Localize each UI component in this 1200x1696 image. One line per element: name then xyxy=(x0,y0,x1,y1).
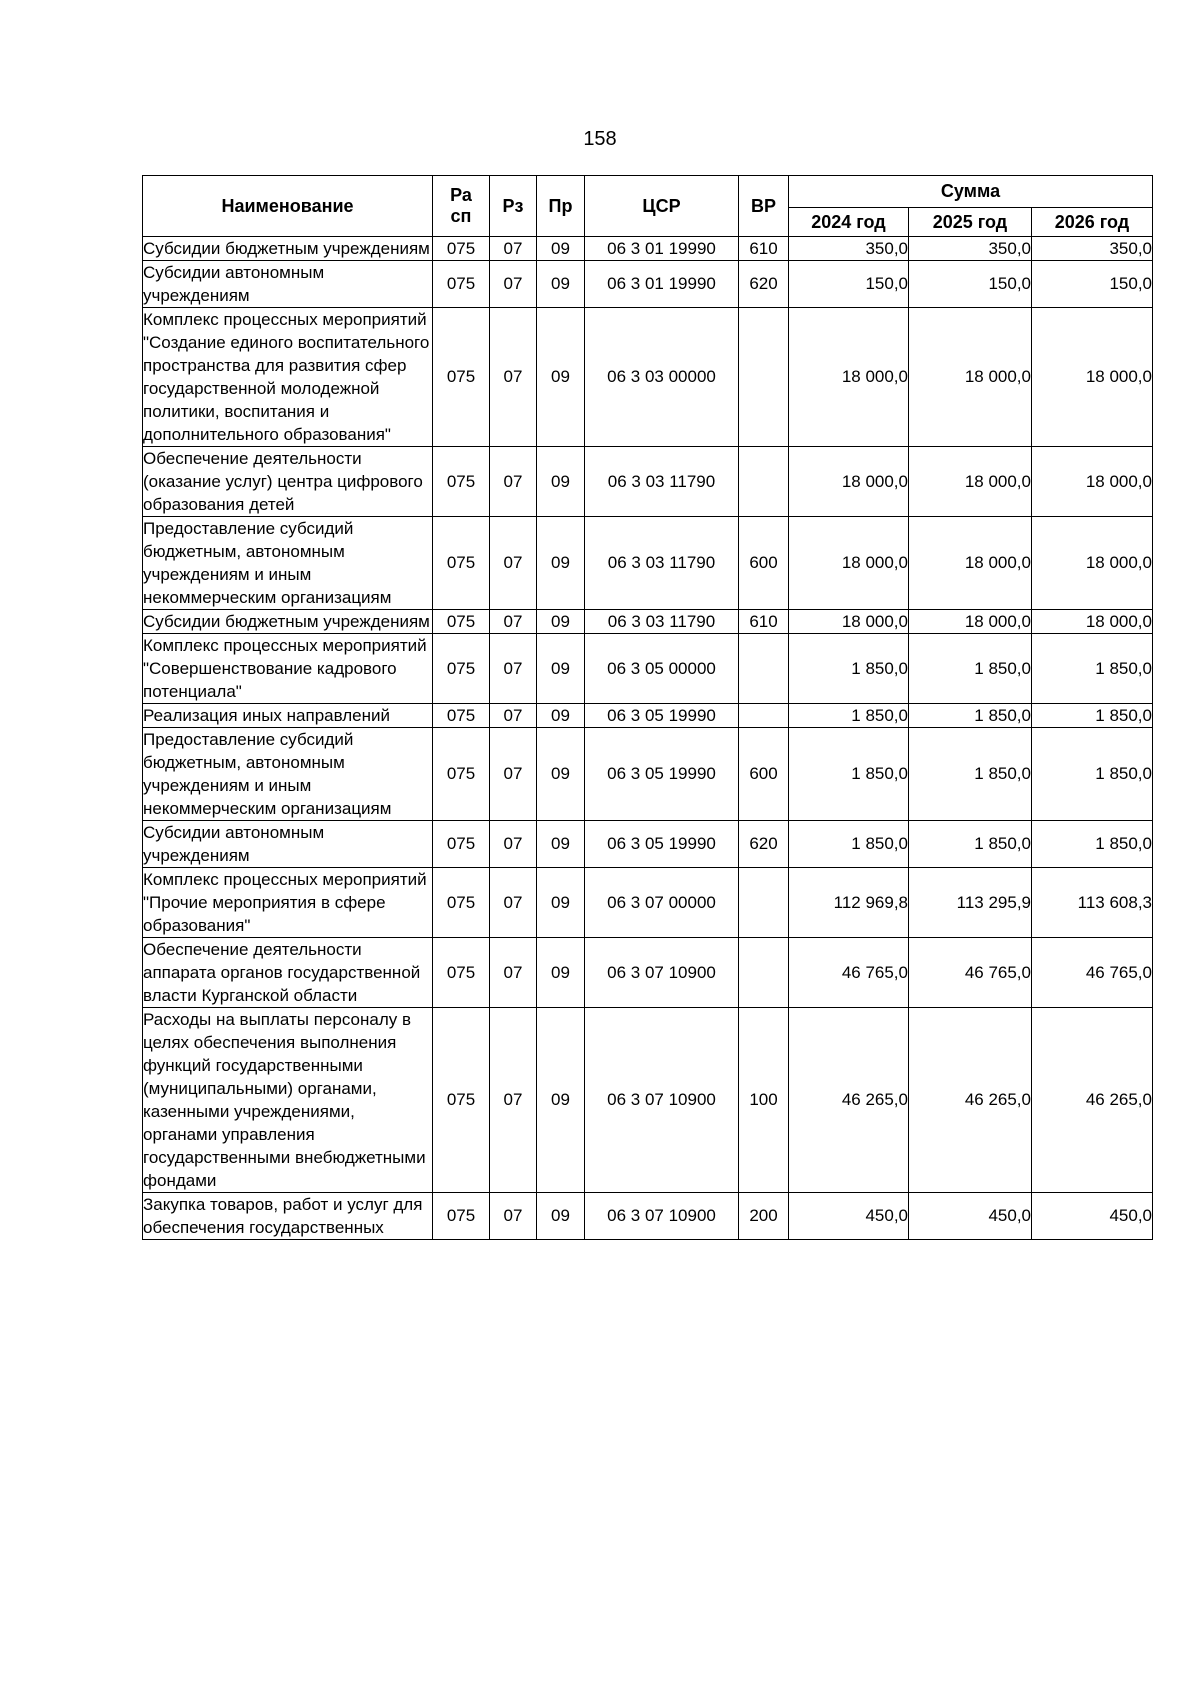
table-row xyxy=(143,610,1153,634)
row-csr: 06 3 07 10900 xyxy=(585,1193,739,1240)
row-rz: 07 xyxy=(490,517,537,610)
row-pr: 09 xyxy=(537,634,585,704)
row-name: Закупка товаров, работ и услуг для обеспечения государственных xyxy=(143,1193,433,1240)
row-rasp: 075 xyxy=(433,1193,490,1240)
row-rasp: 075 xyxy=(433,821,490,868)
row-name: Обеспечение деятельности аппарата органов государственной власти Курганской области xyxy=(143,938,433,1008)
row-pr: 09 xyxy=(537,447,585,517)
row-vr: 200 xyxy=(739,1193,789,1240)
row-name: Комплекс процессных мероприятий "Прочие мероприятия в сфере образования" xyxy=(143,868,433,938)
header-year-2025: 2025 год xyxy=(909,208,1032,237)
row-name: Предоставление субсидий бюджетным, автономным учреждениям и иным некоммерческим организациям xyxy=(143,517,433,610)
row-csr: 06 3 07 00000 xyxy=(585,868,739,938)
header-vr: ВР xyxy=(739,176,789,237)
row-sum-2024: 112 969,8 xyxy=(789,868,909,938)
row-csr: 06 3 03 00000 xyxy=(585,308,739,447)
row-sum-2024: 1 850,0 xyxy=(789,821,909,868)
row-sum-2025: 150,0 xyxy=(909,261,1032,308)
table-body xyxy=(143,237,1153,1240)
row-pr: 09 xyxy=(537,517,585,610)
row-csr: 06 3 05 19990 xyxy=(585,821,739,868)
row-sum-2024: 1 850,0 xyxy=(789,728,909,821)
header-rasp-line1: Ра xyxy=(450,185,472,205)
row-sum-2024: 350,0 xyxy=(789,237,909,261)
row-rasp: 075 xyxy=(433,634,490,704)
row-pr: 09 xyxy=(537,610,585,634)
row-csr: 06 3 07 10900 xyxy=(585,938,739,1008)
row-sum-2024: 46 765,0 xyxy=(789,938,909,1008)
row-sum-2024: 150,0 xyxy=(789,261,909,308)
row-rz: 07 xyxy=(490,821,537,868)
row-sum-2024: 18 000,0 xyxy=(789,610,909,634)
row-csr: 06 3 05 19990 xyxy=(585,704,739,728)
row-pr: 09 xyxy=(537,728,585,821)
header-rasp xyxy=(433,176,490,237)
row-rasp: 075 xyxy=(433,447,490,517)
row-sum-2025: 46 265,0 xyxy=(909,1008,1032,1193)
row-csr: 06 3 01 19990 xyxy=(585,237,739,261)
row-sum-2026: 18 000,0 xyxy=(1032,308,1153,447)
row-rz: 07 xyxy=(490,704,537,728)
row-sum-2025: 350,0 xyxy=(909,237,1032,261)
row-name: Расходы на выплаты персоналу в целях обеспечения выполнения функций государственными (муниципальными) органами, казенными учреждениями, органами управления государственными внебюджетными фондами xyxy=(143,1008,433,1193)
row-sum-2024: 18 000,0 xyxy=(789,308,909,447)
row-pr: 09 xyxy=(537,237,585,261)
table-row xyxy=(143,261,1153,308)
row-csr: 06 3 07 10900 xyxy=(585,1008,739,1193)
row-name: Субсидии автономным учреждениям xyxy=(143,261,433,308)
row-rz: 07 xyxy=(490,610,537,634)
table-row xyxy=(143,634,1153,704)
row-sum-2024: 1 850,0 xyxy=(789,704,909,728)
row-rz: 07 xyxy=(490,868,537,938)
row-rz: 07 xyxy=(490,634,537,704)
row-rz: 07 xyxy=(490,447,537,517)
row-sum-2026: 113 608,3 xyxy=(1032,868,1153,938)
row-rz: 07 xyxy=(490,261,537,308)
row-rasp: 075 xyxy=(433,237,490,261)
row-sum-2026: 1 850,0 xyxy=(1032,704,1153,728)
table-row xyxy=(143,447,1153,517)
row-sum-2024: 46 265,0 xyxy=(789,1008,909,1193)
row-sum-2024: 18 000,0 xyxy=(789,447,909,517)
row-vr: 620 xyxy=(739,261,789,308)
row-sum-2026: 1 850,0 xyxy=(1032,821,1153,868)
row-sum-2026: 18 000,0 xyxy=(1032,447,1153,517)
row-sum-2024: 450,0 xyxy=(789,1193,909,1240)
row-pr: 09 xyxy=(537,1193,585,1240)
row-rz: 07 xyxy=(490,308,537,447)
row-name: Комплекс процессных мероприятий "Создание единого воспитательного пространства для развития сфер государственной молодежной политики, воспитания и дополнительного образования" xyxy=(143,308,433,447)
header-rasp-line2: сп xyxy=(450,206,472,226)
row-sum-2025: 18 000,0 xyxy=(909,447,1032,517)
row-rasp: 075 xyxy=(433,704,490,728)
header-year-2026: 2026 год xyxy=(1032,208,1153,237)
row-sum-2024: 18 000,0 xyxy=(789,517,909,610)
row-rasp: 075 xyxy=(433,1008,490,1193)
row-name: Субсидии автономным учреждениям xyxy=(143,821,433,868)
header-pr: Пр xyxy=(537,176,585,237)
budget-table xyxy=(142,175,1153,1240)
header-csr: ЦСР xyxy=(585,176,739,237)
table-header xyxy=(143,176,1153,237)
table-row xyxy=(143,868,1153,938)
row-sum-2025: 18 000,0 xyxy=(909,308,1032,447)
row-name: Субсидии бюджетным учреждениям xyxy=(143,610,433,634)
row-vr xyxy=(739,868,789,938)
row-sum-2025: 1 850,0 xyxy=(909,821,1032,868)
row-sum-2026: 1 850,0 xyxy=(1032,728,1153,821)
row-rasp: 075 xyxy=(433,938,490,1008)
row-rasp: 075 xyxy=(433,610,490,634)
row-vr xyxy=(739,938,789,1008)
page-number: 158 xyxy=(583,128,617,150)
row-sum-2025: 1 850,0 xyxy=(909,704,1032,728)
row-sum-2026: 450,0 xyxy=(1032,1193,1153,1240)
row-sum-2025: 18 000,0 xyxy=(909,517,1032,610)
table-row xyxy=(143,728,1153,821)
header-rz: Рз xyxy=(490,176,537,237)
row-rz: 07 xyxy=(490,1008,537,1193)
row-sum-2025: 18 000,0 xyxy=(909,610,1032,634)
header-year-2024: 2024 год xyxy=(789,208,909,237)
row-vr: 100 xyxy=(739,1008,789,1193)
row-sum-2026: 46 765,0 xyxy=(1032,938,1153,1008)
row-vr: 610 xyxy=(739,237,789,261)
table-row xyxy=(143,517,1153,610)
table-row xyxy=(143,704,1153,728)
row-pr: 09 xyxy=(537,868,585,938)
row-pr: 09 xyxy=(537,704,585,728)
row-sum-2026: 350,0 xyxy=(1032,237,1153,261)
row-csr: 06 3 01 19990 xyxy=(585,261,739,308)
row-name: Предоставление субсидий бюджетным, автономным учреждениям и иным некоммерческим организациям xyxy=(143,728,433,821)
row-name: Комплекс процессных мероприятий "Совершенствование кадрового потенциала" xyxy=(143,634,433,704)
row-sum-2025: 46 765,0 xyxy=(909,938,1032,1008)
row-vr: 600 xyxy=(739,728,789,821)
row-csr: 06 3 03 11790 xyxy=(585,517,739,610)
row-sum-2025: 1 850,0 xyxy=(909,634,1032,704)
row-sum-2026: 1 850,0 xyxy=(1032,634,1153,704)
row-vr xyxy=(739,308,789,447)
row-sum-2025: 113 295,9 xyxy=(909,868,1032,938)
row-name: Обеспечение деятельности (оказание услуг) центра цифрового образования детей xyxy=(143,447,433,517)
table-row xyxy=(143,308,1153,447)
row-csr: 06 3 03 11790 xyxy=(585,610,739,634)
row-vr xyxy=(739,634,789,704)
row-rz: 07 xyxy=(490,938,537,1008)
row-csr: 06 3 05 00000 xyxy=(585,634,739,704)
row-vr xyxy=(739,704,789,728)
row-sum-2026: 18 000,0 xyxy=(1032,610,1153,634)
table-row xyxy=(143,938,1153,1008)
row-csr: 06 3 03 11790 xyxy=(585,447,739,517)
row-vr: 600 xyxy=(739,517,789,610)
row-vr xyxy=(739,447,789,517)
row-name: Реализация иных направлений xyxy=(143,704,433,728)
row-rasp: 075 xyxy=(433,517,490,610)
row-sum-2026: 150,0 xyxy=(1032,261,1153,308)
row-rz: 07 xyxy=(490,728,537,821)
row-sum-2025: 1 850,0 xyxy=(909,728,1032,821)
row-vr: 620 xyxy=(739,821,789,868)
header-sum: Сумма xyxy=(789,176,1153,208)
table-row xyxy=(143,1193,1153,1240)
row-rz: 07 xyxy=(490,237,537,261)
row-pr: 09 xyxy=(537,938,585,1008)
row-sum-2026: 46 265,0 xyxy=(1032,1008,1153,1193)
row-rasp: 075 xyxy=(433,868,490,938)
row-rasp: 075 xyxy=(433,728,490,821)
row-pr: 09 xyxy=(537,308,585,447)
row-rasp: 075 xyxy=(433,261,490,308)
table-row xyxy=(143,237,1153,261)
row-pr: 09 xyxy=(537,1008,585,1193)
table-row xyxy=(143,1008,1153,1193)
row-csr: 06 3 05 19990 xyxy=(585,728,739,821)
row-name: Субсидии бюджетным учреждениям xyxy=(143,237,433,261)
row-rasp: 075 xyxy=(433,308,490,447)
table-row xyxy=(143,821,1153,868)
row-sum-2026: 18 000,0 xyxy=(1032,517,1153,610)
row-pr: 09 xyxy=(537,821,585,868)
row-vr: 610 xyxy=(739,610,789,634)
row-sum-2025: 450,0 xyxy=(909,1193,1032,1240)
header-name: Наименование xyxy=(143,176,433,237)
row-rz: 07 xyxy=(490,1193,537,1240)
row-sum-2024: 1 850,0 xyxy=(789,634,909,704)
row-pr: 09 xyxy=(537,261,585,308)
